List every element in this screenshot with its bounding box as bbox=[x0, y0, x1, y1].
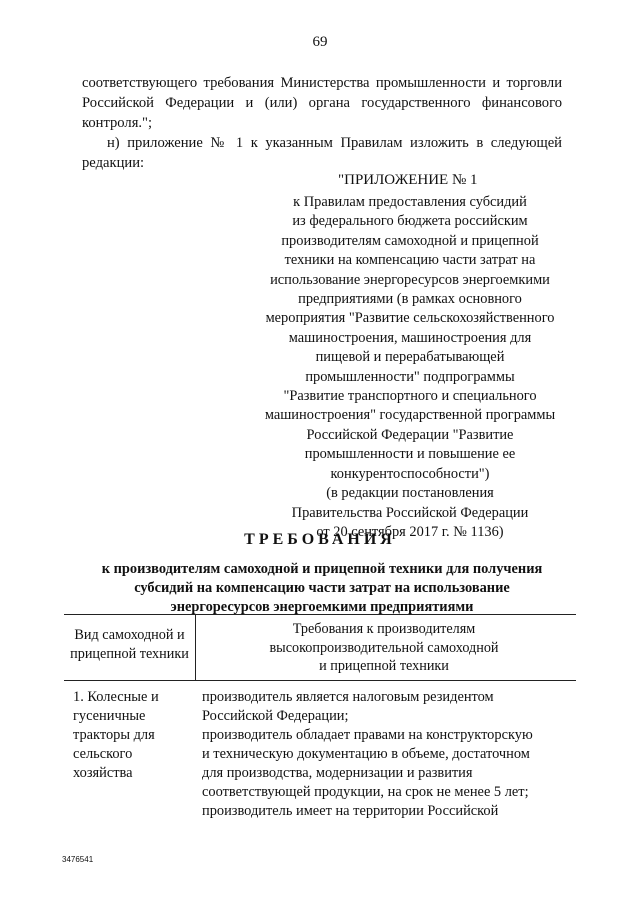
cell-line: гусеничные bbox=[73, 708, 146, 724]
paragraph-line: контроля."; bbox=[82, 115, 153, 131]
annex-line: использование энергоресурсов энергоемкими bbox=[270, 271, 550, 288]
table-header-requirements bbox=[214, 620, 554, 676]
cell-line: соответствующей продукции, на срок не менее 5 лет; bbox=[202, 784, 529, 800]
annex-title: "ПРИЛОЖЕНИЕ № 1 bbox=[338, 172, 478, 188]
cell-line: хозяйства bbox=[73, 765, 133, 781]
cell-line: для производства, модернизации и развития bbox=[202, 765, 473, 781]
requirements-title: ТРЕБОВАНИЯ bbox=[244, 531, 396, 548]
annex-line: из федерального бюджета российским bbox=[292, 213, 528, 230]
annex-line: Правительства Российской Федерации bbox=[291, 504, 529, 521]
annex-line: (в редакции постановления bbox=[326, 485, 494, 502]
table-top-rule bbox=[64, 614, 576, 615]
header-line: прицепной техники bbox=[70, 646, 189, 662]
paragraph-line: Российской Федерации и (или) органа государственного финансового bbox=[82, 95, 562, 111]
cell-line: производитель является налоговым резидентом bbox=[202, 689, 494, 705]
annex-line: Российской Федерации "Развитие bbox=[306, 426, 514, 443]
annex-line: пищевой и перерабатывающей bbox=[315, 349, 505, 366]
cell-line: производитель имеет на территории Российской bbox=[202, 803, 499, 819]
annex-line: от 20 сентября 2017 г. № 1136) bbox=[316, 523, 504, 540]
annex-line: промышленности" подпрограммы bbox=[305, 368, 515, 385]
annex-line: машиностроения" государственной программы bbox=[264, 407, 556, 424]
annex-line: конкурентоспособности") bbox=[330, 465, 490, 482]
subtitle-line: субсидий на компенсацию части затрат на использование bbox=[134, 580, 510, 596]
annex-line: производителям самоходной и прицепной bbox=[281, 232, 539, 249]
annex-line: техники на компенсацию части затрат на bbox=[284, 252, 536, 269]
paragraph-continuation bbox=[82, 73, 562, 133]
table-header-vehicle-type bbox=[64, 626, 195, 664]
annex-line: к Правилам предоставления субсидий bbox=[293, 194, 527, 210]
table-cell-vehicle-type bbox=[73, 688, 193, 783]
paragraph-line: соответствующего требования Министерства промышленности и торговли bbox=[82, 75, 562, 91]
header-line: Требования к производителям bbox=[292, 621, 476, 637]
cell-line: 1. Колесные и bbox=[73, 689, 159, 705]
paragraph-amendment bbox=[82, 133, 562, 173]
cell-line: производитель обладает правами на конструкторскую bbox=[202, 727, 533, 743]
annex-line: промышленности и повышение ее bbox=[304, 446, 516, 463]
requirements-subtitle bbox=[82, 560, 562, 617]
cell-line: сельского bbox=[73, 746, 133, 762]
page-number: 69 bbox=[312, 34, 328, 50]
subtitle-line: энергоресурсов энергоемкими предприятиями bbox=[170, 599, 474, 615]
cell-line: тракторы для bbox=[73, 727, 155, 743]
table-header-divider bbox=[195, 614, 196, 680]
annex-line: машиностроения, машиностроения для bbox=[288, 329, 532, 346]
cell-line: и техническую документацию в объеме, достаточном bbox=[202, 746, 530, 762]
annex-line: предприятиями (в рамках основного bbox=[298, 291, 522, 308]
annex-line: "Развитие транспортного и специального bbox=[283, 388, 537, 405]
header-line: и прицепной техники bbox=[319, 658, 449, 674]
paragraph-line: редакции: bbox=[82, 155, 145, 171]
table-cell-requirements bbox=[202, 688, 567, 821]
cell-line: Российской Федерации; bbox=[202, 708, 349, 724]
document-code: 3476541 bbox=[62, 855, 94, 864]
subtitle-line: к производителям самоходной и прицепной техники для получения bbox=[101, 561, 543, 577]
annex-line: мероприятия "Развитие сельскохозяйственного bbox=[265, 310, 555, 327]
table-header-rule bbox=[64, 680, 576, 681]
paragraph-line: н) приложение № 1 к указанным Правилам изложить в следующей bbox=[107, 135, 562, 151]
header-line: высокопроизводительной самоходной bbox=[269, 639, 499, 656]
header-line: Вид самоходной и bbox=[74, 627, 185, 643]
annex-description bbox=[245, 193, 575, 542]
